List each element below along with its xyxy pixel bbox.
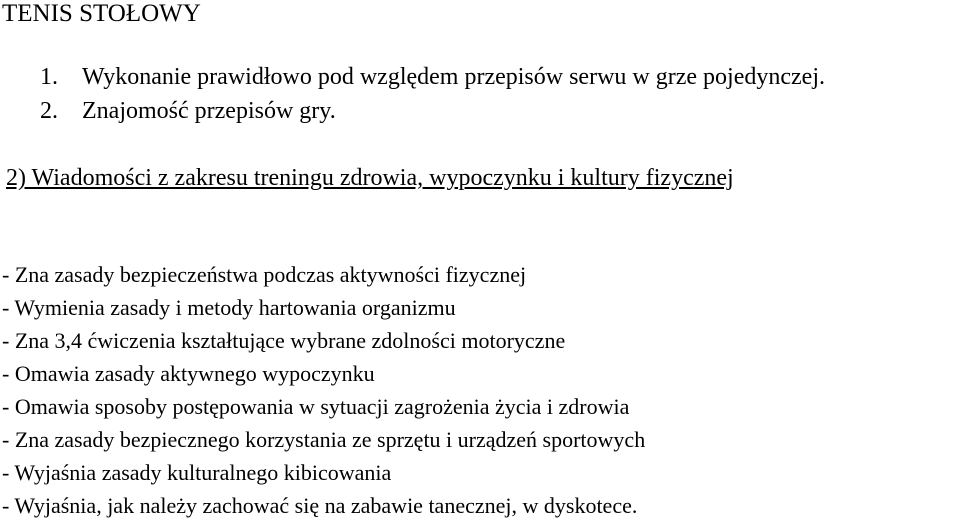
bullet-list: [2, 258, 645, 522]
numbered-item: [40, 60, 825, 94]
list-item: - Omawia zasady aktywnego wypoczynku: [2, 361, 375, 386]
numbered-list: [40, 60, 825, 128]
section-heading: 2) Wiadomości z zakresu treningu zdrowia, wypoczynku i kultury fizycznej: [6, 165, 734, 191]
list-item: - Zna zasady bezpiecznego korzystania ze sprzętu i urządzeń sportowych: [2, 427, 646, 452]
item-number: 2.: [40, 98, 58, 124]
document-title: TENIS STOŁOWY: [2, 0, 201, 27]
list-item: - Zna 3,4 ćwiczenia kształtujące wybrane zdolności motoryczne: [2, 328, 566, 353]
numbered-item: [40, 94, 825, 128]
item-text: Znajomość przepisów gry.: [82, 98, 336, 124]
list-item: - Zna zasady bezpieczeństwa podczas aktywności fizycznej: [2, 262, 527, 287]
item-number: 1.: [40, 64, 58, 90]
list-item: - Omawia sposoby postępowania w sytuacji zagrożenia życia i zdrowia: [2, 394, 630, 419]
list-item: - Wymienia zasady i metody hartowania organizmu: [2, 295, 456, 320]
item-text: Wykonanie prawidłowo pod względem przepisów serwu w grze pojedynczej.: [82, 64, 825, 90]
list-item: - Wyjaśnia zasady kulturalnego kibicowania: [2, 460, 392, 485]
list-item: - Wyjaśnia, jak należy zachować się na zabawie tanecznej, w dyskotece.: [2, 493, 638, 518]
